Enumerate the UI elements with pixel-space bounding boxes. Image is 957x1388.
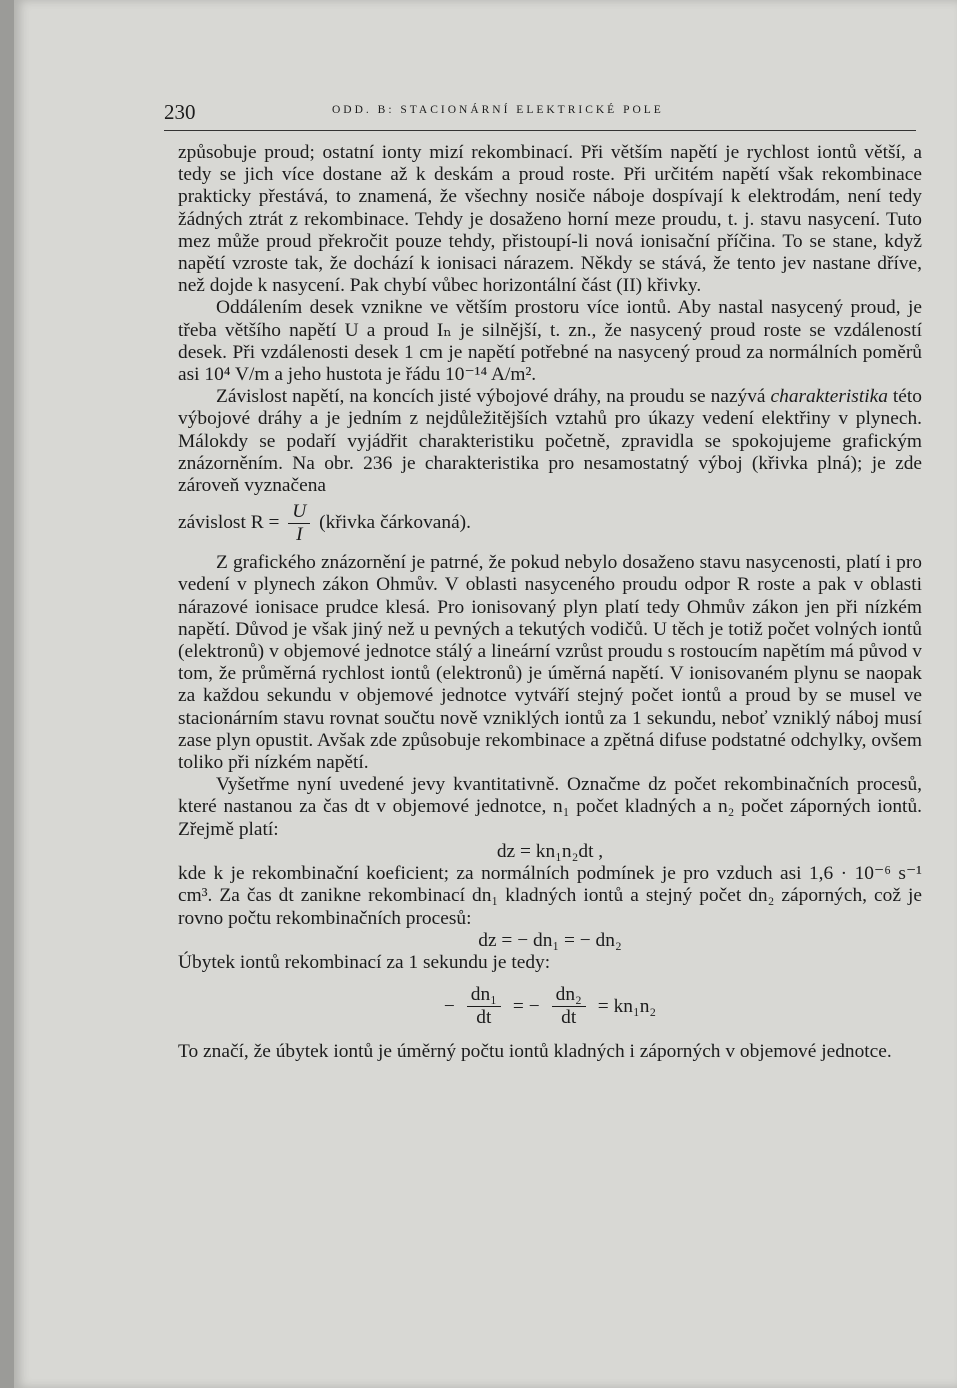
equation-3-minus: − <box>443 995 455 1017</box>
book-page <box>14 0 957 1388</box>
fraction-dn1: dn₁ <box>467 984 501 1007</box>
body-text <box>178 142 922 1063</box>
equation-2: dz = − dn₁ = − dn₂ <box>478 929 622 951</box>
page-number: 230 <box>164 100 196 124</box>
equation-resistance <box>178 501 922 546</box>
fraction-dt-2: dt <box>561 1007 577 1029</box>
equation-resistance-suffix: (křivka čárkovaná). <box>319 512 471 534</box>
equation-3 <box>178 984 922 1029</box>
paragraph-3 <box>178 386 922 497</box>
fraction-dn1-dt <box>467 984 501 1029</box>
paragraph-5: Vyšetřme nyní uvedené jevy kvantitativně. Označme dz počet rekombinačních procesů, které nastanou za čas dt v objemové jednotce, n₁ počet kladných a n₂ počet záporných iontů. Zřejmě platí: <box>178 774 922 840</box>
fraction-u-over-i <box>288 501 310 546</box>
paragraph-3-start: Závislost napětí, na koncích jisté výbojové dráhy, na proudu se nazývá <box>216 386 771 408</box>
paragraph-7: Úbytek iontů rekombinací za 1 sekundu je tedy: <box>178 951 551 973</box>
page-header <box>164 96 916 131</box>
fraction-dt-1: dt <box>476 1007 492 1029</box>
equation-resistance-prefix: závislost R = <box>178 512 280 534</box>
running-title: ODD. B: STACIONÁRNÍ ELEKTRICKÉ POLE <box>332 104 664 116</box>
equation-3-middle: = − <box>512 995 540 1017</box>
fraction-numerator: U <box>288 501 310 524</box>
paragraph-6: kde k je rekombinační koeficient; za normálních podmínek je pro vzduch asi 1,6 · 10⁻⁶ s⁻¹ cm³. Za čas dt zanikne rekombinací dn₁ kladných iontů a stejný počet dn₂ záporných, což je rovno počtu rekombinačních procesů: <box>178 863 922 929</box>
equation-1: dz = kn₁n₂dt , <box>496 840 604 862</box>
paragraph-8: To značí, že úbytek iontů je úměrný počtu iontů kladných i záporných v objemové jednotce. <box>178 1041 892 1063</box>
fraction-denominator: I <box>296 524 303 546</box>
paragraph-3-end: této výbojové dráhy a je jedním z nejdůležitějších vztahů pro úkazy vedení elektřiny v plynech. Málokdy se podaří vyjádřit charakteristiku početně, zpravidla se spokojujeme grafickým znázorněním. Na obr. 236 je charakteristika pro nesamostatný výboj (křivka plná); je zde zároveň vyznačena <box>178 386 922 497</box>
fraction-dn2: dn₂ <box>552 984 586 1007</box>
fraction-dn2-dt <box>552 984 586 1029</box>
paragraph-2: Oddálením desek vznikne ve větším prostoru více iontů. Aby nastal nasycený proud, je třeba většího napětí U a proud Iₙ je silnější, t. zn., že nasycený proud roste se vzdáleností desek. Při vzdálenosti desek 1 cm je napětí potřebné na nasycený proud za normálních poměrů asi 10⁴ V/m a jeho hustota je řádu 10⁻¹⁴ A/m². <box>178 297 922 386</box>
paragraph-4: Z grafického znázornění je patrné, že pokud nebylo dosaženo stavu nasycenosti, platí i pro vedení v plynech zákon Ohmův. V oblasti nasyceného proudu odpor R roste a pak v oblasti nárazové ionisace prudce klesá. Pro ionisovaný plyn platí tedy Ohmův zákon jen při nízkém napětí. Důvod je však jiný než u pevných a tekutých vodičů. U těch je totiž počet volných iontů (elektronů) v objemové jednotce stálý a lineární vzrůst proudu s rostoucím napětím má původ v tom, že průměrná rychlost iontů (elektronů) je úměrná napětí. V ionisovaném plynu se naopak za každou sekundu v objemové jednotce vytváří stejný počet iontů a proud by se musel ve stacionárním stavu rovnat součtu nově vzniklých iontů za 1 sekundu, neboť vzniklý náboj musí zase plyn opustit. Avšak zde způsobuje rekombinace a zpětná difuse podstatné odchylky, ovšem toliko při nízkém napětí. <box>178 552 922 774</box>
equation-3-rhs: = kn₁n₂ <box>597 995 657 1017</box>
paragraph-1: způsobuje proud; ostatní ionty mizí rekombinací. Při větším napětí je rychlost iontů větší, a tedy se jich více dostane až k deskám a proud roste. Při určitém napětí však rekombinace prakticky přestává, to znamená, že všechny nosiče náboje dospívají k elektrodám, není tedy žádných ztrát z rekombinace. Tehdy je dosaženo horní meze proudu, t. j. stavu nasycení. Tuto mez může proud překročit pouze tehdy, přistoupí-li nová ionisační příčina. To se stane, když napětí vzroste tak, že dochází k ionisaci nárazem. Někdy se stává, že tento jev nastane dříve, než dojde k nasycení. Pak chybí vůbec horizontální část (II) křivky. <box>178 142 922 297</box>
term-charakteristika: charakteristika <box>770 386 888 408</box>
